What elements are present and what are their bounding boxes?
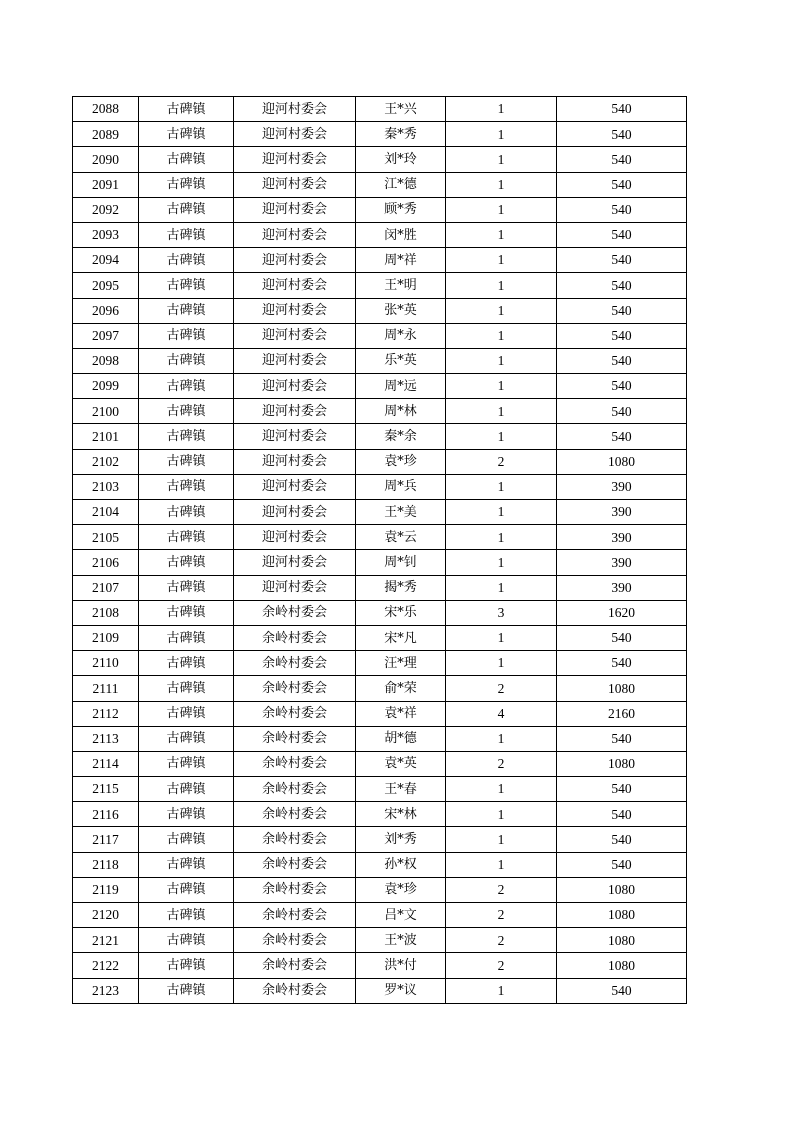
cell-count: 1 [446, 348, 557, 373]
cell-amount: 540 [557, 172, 687, 197]
cell-serial-number: 2091 [73, 172, 139, 197]
cell-village: 迎河村委会 [234, 525, 356, 550]
table-row [73, 97, 687, 122]
cell-name: 周*远 [356, 374, 446, 399]
cell-name: 王*波 [356, 928, 446, 953]
cell-town: 古碑镇 [139, 928, 234, 953]
cell-name: 罗*议 [356, 978, 446, 1003]
cell-village: 迎河村委会 [234, 97, 356, 122]
cell-village: 迎河村委会 [234, 575, 356, 600]
cell-village: 余岭村委会 [234, 676, 356, 701]
cell-town: 古碑镇 [139, 651, 234, 676]
cell-name: 袁*珍 [356, 877, 446, 902]
cell-village: 迎河村委会 [234, 172, 356, 197]
cell-village: 迎河村委会 [234, 248, 356, 273]
table-row [73, 877, 687, 902]
cell-amount: 540 [557, 248, 687, 273]
cell-town: 古碑镇 [139, 701, 234, 726]
cell-name: 乐*英 [356, 348, 446, 373]
table-row [73, 172, 687, 197]
cell-name: 周*钊 [356, 550, 446, 575]
table-row [73, 600, 687, 625]
cell-count: 3 [446, 600, 557, 625]
cell-name: 王*兴 [356, 97, 446, 122]
cell-town: 古碑镇 [139, 852, 234, 877]
cell-amount: 540 [557, 348, 687, 373]
cell-name: 袁*英 [356, 751, 446, 776]
cell-village: 迎河村委会 [234, 399, 356, 424]
cell-count: 2 [446, 903, 557, 928]
cell-amount: 540 [557, 625, 687, 650]
table-row [73, 348, 687, 373]
cell-serial-number: 2107 [73, 575, 139, 600]
table-row [73, 701, 687, 726]
cell-amount: 540 [557, 323, 687, 348]
cell-town: 古碑镇 [139, 399, 234, 424]
cell-name: 顾*秀 [356, 197, 446, 222]
cell-amount: 1080 [557, 877, 687, 902]
cell-amount: 540 [557, 726, 687, 751]
cell-town: 古碑镇 [139, 978, 234, 1003]
cell-village: 迎河村委会 [234, 550, 356, 575]
cell-count: 1 [446, 172, 557, 197]
table-row [73, 676, 687, 701]
table-row [73, 399, 687, 424]
cell-count: 1 [446, 474, 557, 499]
table-row [73, 449, 687, 474]
table-row [73, 248, 687, 273]
cell-town: 古碑镇 [139, 600, 234, 625]
cell-amount: 540 [557, 651, 687, 676]
cell-village: 迎河村委会 [234, 147, 356, 172]
cell-count: 1 [446, 802, 557, 827]
cell-amount: 540 [557, 298, 687, 323]
cell-amount: 540 [557, 97, 687, 122]
cell-serial-number: 2095 [73, 273, 139, 298]
cell-serial-number: 2121 [73, 928, 139, 953]
table-row [73, 474, 687, 499]
cell-town: 古碑镇 [139, 953, 234, 978]
cell-serial-number: 2093 [73, 222, 139, 247]
cell-serial-number: 2119 [73, 877, 139, 902]
cell-town: 古碑镇 [139, 751, 234, 776]
cell-name: 孙*权 [356, 852, 446, 877]
cell-village: 迎河村委会 [234, 197, 356, 222]
table-row [73, 374, 687, 399]
cell-amount: 1080 [557, 449, 687, 474]
cell-amount: 390 [557, 500, 687, 525]
cell-amount: 540 [557, 802, 687, 827]
cell-town: 古碑镇 [139, 802, 234, 827]
cell-village: 迎河村委会 [234, 298, 356, 323]
cell-amount: 1080 [557, 751, 687, 776]
cell-village: 迎河村委会 [234, 449, 356, 474]
cell-amount: 540 [557, 399, 687, 424]
cell-count: 2 [446, 751, 557, 776]
cell-name: 洪*付 [356, 953, 446, 978]
cell-count: 1 [446, 525, 557, 550]
cell-serial-number: 2114 [73, 751, 139, 776]
cell-amount: 1080 [557, 953, 687, 978]
table-row [73, 500, 687, 525]
cell-name: 揭*秀 [356, 575, 446, 600]
cell-town: 古碑镇 [139, 550, 234, 575]
cell-count: 2 [446, 877, 557, 902]
cell-serial-number: 2106 [73, 550, 139, 575]
cell-name: 吕*文 [356, 903, 446, 928]
cell-village: 余岭村委会 [234, 726, 356, 751]
table-row [73, 197, 687, 222]
cell-serial-number: 2100 [73, 399, 139, 424]
table-row [73, 827, 687, 852]
cell-town: 古碑镇 [139, 222, 234, 247]
cell-name: 袁*云 [356, 525, 446, 550]
cell-count: 1 [446, 550, 557, 575]
cell-town: 古碑镇 [139, 122, 234, 147]
table-row [73, 802, 687, 827]
cell-amount: 540 [557, 852, 687, 877]
cell-amount: 2160 [557, 701, 687, 726]
cell-town: 古碑镇 [139, 903, 234, 928]
cell-name: 汪*理 [356, 651, 446, 676]
cell-serial-number: 2111 [73, 676, 139, 701]
cell-village: 迎河村委会 [234, 424, 356, 449]
cell-count: 1 [446, 147, 557, 172]
cell-amount: 390 [557, 525, 687, 550]
cell-serial-number: 2110 [73, 651, 139, 676]
cell-village: 余岭村委会 [234, 928, 356, 953]
cell-serial-number: 2098 [73, 348, 139, 373]
table-row [73, 323, 687, 348]
cell-town: 古碑镇 [139, 575, 234, 600]
cell-amount: 390 [557, 575, 687, 600]
cell-serial-number: 2101 [73, 424, 139, 449]
cell-town: 古碑镇 [139, 474, 234, 499]
cell-town: 古碑镇 [139, 374, 234, 399]
cell-village: 余岭村委会 [234, 777, 356, 802]
cell-name: 闵*胜 [356, 222, 446, 247]
cell-count: 1 [446, 374, 557, 399]
cell-count: 1 [446, 323, 557, 348]
cell-amount: 1080 [557, 928, 687, 953]
cell-count: 1 [446, 273, 557, 298]
cell-town: 古碑镇 [139, 298, 234, 323]
cell-serial-number: 2122 [73, 953, 139, 978]
table-row [73, 953, 687, 978]
cell-name: 江*德 [356, 172, 446, 197]
table-row [73, 273, 687, 298]
cell-name: 张*英 [356, 298, 446, 323]
cell-amount: 1620 [557, 600, 687, 625]
cell-name: 胡*德 [356, 726, 446, 751]
cell-amount: 1080 [557, 903, 687, 928]
cell-count: 2 [446, 449, 557, 474]
cell-serial-number: 2113 [73, 726, 139, 751]
cell-count: 1 [446, 625, 557, 650]
table-body [73, 97, 687, 1004]
cell-town: 古碑镇 [139, 97, 234, 122]
cell-serial-number: 2096 [73, 298, 139, 323]
cell-town: 古碑镇 [139, 827, 234, 852]
cell-amount: 540 [557, 827, 687, 852]
cell-village: 余岭村委会 [234, 953, 356, 978]
cell-name: 宋*林 [356, 802, 446, 827]
cell-name: 秦*秀 [356, 122, 446, 147]
cell-name: 宋*乐 [356, 600, 446, 625]
table-row [73, 147, 687, 172]
cell-village: 余岭村委会 [234, 802, 356, 827]
cell-town: 古碑镇 [139, 197, 234, 222]
cell-serial-number: 2109 [73, 625, 139, 650]
cell-serial-number: 2090 [73, 147, 139, 172]
cell-count: 1 [446, 726, 557, 751]
data-table-container [72, 96, 687, 1004]
table-row [73, 978, 687, 1003]
cell-serial-number: 2089 [73, 122, 139, 147]
cell-village: 迎河村委会 [234, 374, 356, 399]
cell-count: 1 [446, 298, 557, 323]
cell-amount: 540 [557, 374, 687, 399]
data-table [72, 96, 687, 1004]
cell-serial-number: 2094 [73, 248, 139, 273]
cell-village: 迎河村委会 [234, 348, 356, 373]
cell-village: 余岭村委会 [234, 600, 356, 625]
table-row [73, 424, 687, 449]
cell-name: 袁*珍 [356, 449, 446, 474]
cell-serial-number: 2112 [73, 701, 139, 726]
cell-count: 1 [446, 852, 557, 877]
cell-amount: 540 [557, 273, 687, 298]
cell-name: 王*明 [356, 273, 446, 298]
cell-count: 2 [446, 953, 557, 978]
cell-serial-number: 2105 [73, 525, 139, 550]
cell-name: 王*美 [356, 500, 446, 525]
cell-serial-number: 2108 [73, 600, 139, 625]
cell-serial-number: 2103 [73, 474, 139, 499]
cell-count: 1 [446, 978, 557, 1003]
cell-count: 1 [446, 424, 557, 449]
cell-count: 1 [446, 399, 557, 424]
cell-town: 古碑镇 [139, 777, 234, 802]
cell-village: 迎河村委会 [234, 500, 356, 525]
cell-town: 古碑镇 [139, 625, 234, 650]
cell-amount: 390 [557, 474, 687, 499]
cell-village: 余岭村委会 [234, 903, 356, 928]
cell-village: 迎河村委会 [234, 273, 356, 298]
table-row [73, 525, 687, 550]
cell-count: 2 [446, 676, 557, 701]
table-row [73, 928, 687, 953]
cell-serial-number: 2099 [73, 374, 139, 399]
table-row [73, 903, 687, 928]
cell-name: 秦*余 [356, 424, 446, 449]
cell-name: 周*祥 [356, 248, 446, 273]
cell-serial-number: 2120 [73, 903, 139, 928]
table-row [73, 575, 687, 600]
table-row [73, 122, 687, 147]
cell-village: 迎河村委会 [234, 122, 356, 147]
cell-village: 余岭村委会 [234, 651, 356, 676]
cell-town: 古碑镇 [139, 449, 234, 474]
cell-count: 1 [446, 651, 557, 676]
cell-village: 余岭村委会 [234, 852, 356, 877]
cell-count: 4 [446, 701, 557, 726]
cell-village: 余岭村委会 [234, 751, 356, 776]
cell-count: 1 [446, 97, 557, 122]
cell-serial-number: 2117 [73, 827, 139, 852]
cell-amount: 540 [557, 777, 687, 802]
table-row [73, 298, 687, 323]
table-row [73, 777, 687, 802]
cell-serial-number: 2097 [73, 323, 139, 348]
cell-village: 余岭村委会 [234, 701, 356, 726]
cell-village: 迎河村委会 [234, 323, 356, 348]
cell-village: 迎河村委会 [234, 474, 356, 499]
cell-name: 周*林 [356, 399, 446, 424]
table-row [73, 222, 687, 247]
table-row [73, 751, 687, 776]
table-row [73, 550, 687, 575]
table-row [73, 651, 687, 676]
cell-amount: 540 [557, 424, 687, 449]
cell-name: 周*永 [356, 323, 446, 348]
cell-village: 余岭村委会 [234, 827, 356, 852]
cell-town: 古碑镇 [139, 500, 234, 525]
cell-town: 古碑镇 [139, 525, 234, 550]
cell-village: 余岭村委会 [234, 877, 356, 902]
cell-count: 1 [446, 575, 557, 600]
cell-serial-number: 2088 [73, 97, 139, 122]
cell-serial-number: 2092 [73, 197, 139, 222]
cell-serial-number: 2102 [73, 449, 139, 474]
cell-count: 1 [446, 197, 557, 222]
cell-name: 周*兵 [356, 474, 446, 499]
cell-amount: 540 [557, 222, 687, 247]
cell-count: 2 [446, 928, 557, 953]
cell-amount: 540 [557, 197, 687, 222]
cell-name: 袁*祥 [356, 701, 446, 726]
cell-amount: 1080 [557, 676, 687, 701]
cell-town: 古碑镇 [139, 676, 234, 701]
cell-serial-number: 2104 [73, 500, 139, 525]
cell-count: 1 [446, 122, 557, 147]
cell-serial-number: 2116 [73, 802, 139, 827]
cell-town: 古碑镇 [139, 147, 234, 172]
cell-count: 1 [446, 500, 557, 525]
cell-count: 1 [446, 222, 557, 247]
cell-name: 刘*秀 [356, 827, 446, 852]
cell-name: 刘*玲 [356, 147, 446, 172]
cell-count: 1 [446, 777, 557, 802]
cell-count: 1 [446, 827, 557, 852]
cell-count: 1 [446, 248, 557, 273]
table-row [73, 852, 687, 877]
cell-town: 古碑镇 [139, 273, 234, 298]
cell-town: 古碑镇 [139, 877, 234, 902]
cell-amount: 540 [557, 978, 687, 1003]
cell-name: 王*春 [356, 777, 446, 802]
cell-serial-number: 2115 [73, 777, 139, 802]
cell-amount: 540 [557, 147, 687, 172]
table-row [73, 625, 687, 650]
cell-serial-number: 2123 [73, 978, 139, 1003]
cell-serial-number: 2118 [73, 852, 139, 877]
cell-village: 迎河村委会 [234, 222, 356, 247]
cell-town: 古碑镇 [139, 424, 234, 449]
cell-name: 宋*凡 [356, 625, 446, 650]
cell-town: 古碑镇 [139, 323, 234, 348]
cell-town: 古碑镇 [139, 248, 234, 273]
cell-town: 古碑镇 [139, 348, 234, 373]
cell-village: 余岭村委会 [234, 625, 356, 650]
cell-town: 古碑镇 [139, 172, 234, 197]
table-row [73, 726, 687, 751]
cell-amount: 390 [557, 550, 687, 575]
cell-town: 古碑镇 [139, 726, 234, 751]
cell-amount: 540 [557, 122, 687, 147]
cell-name: 俞*荣 [356, 676, 446, 701]
cell-village: 余岭村委会 [234, 978, 356, 1003]
